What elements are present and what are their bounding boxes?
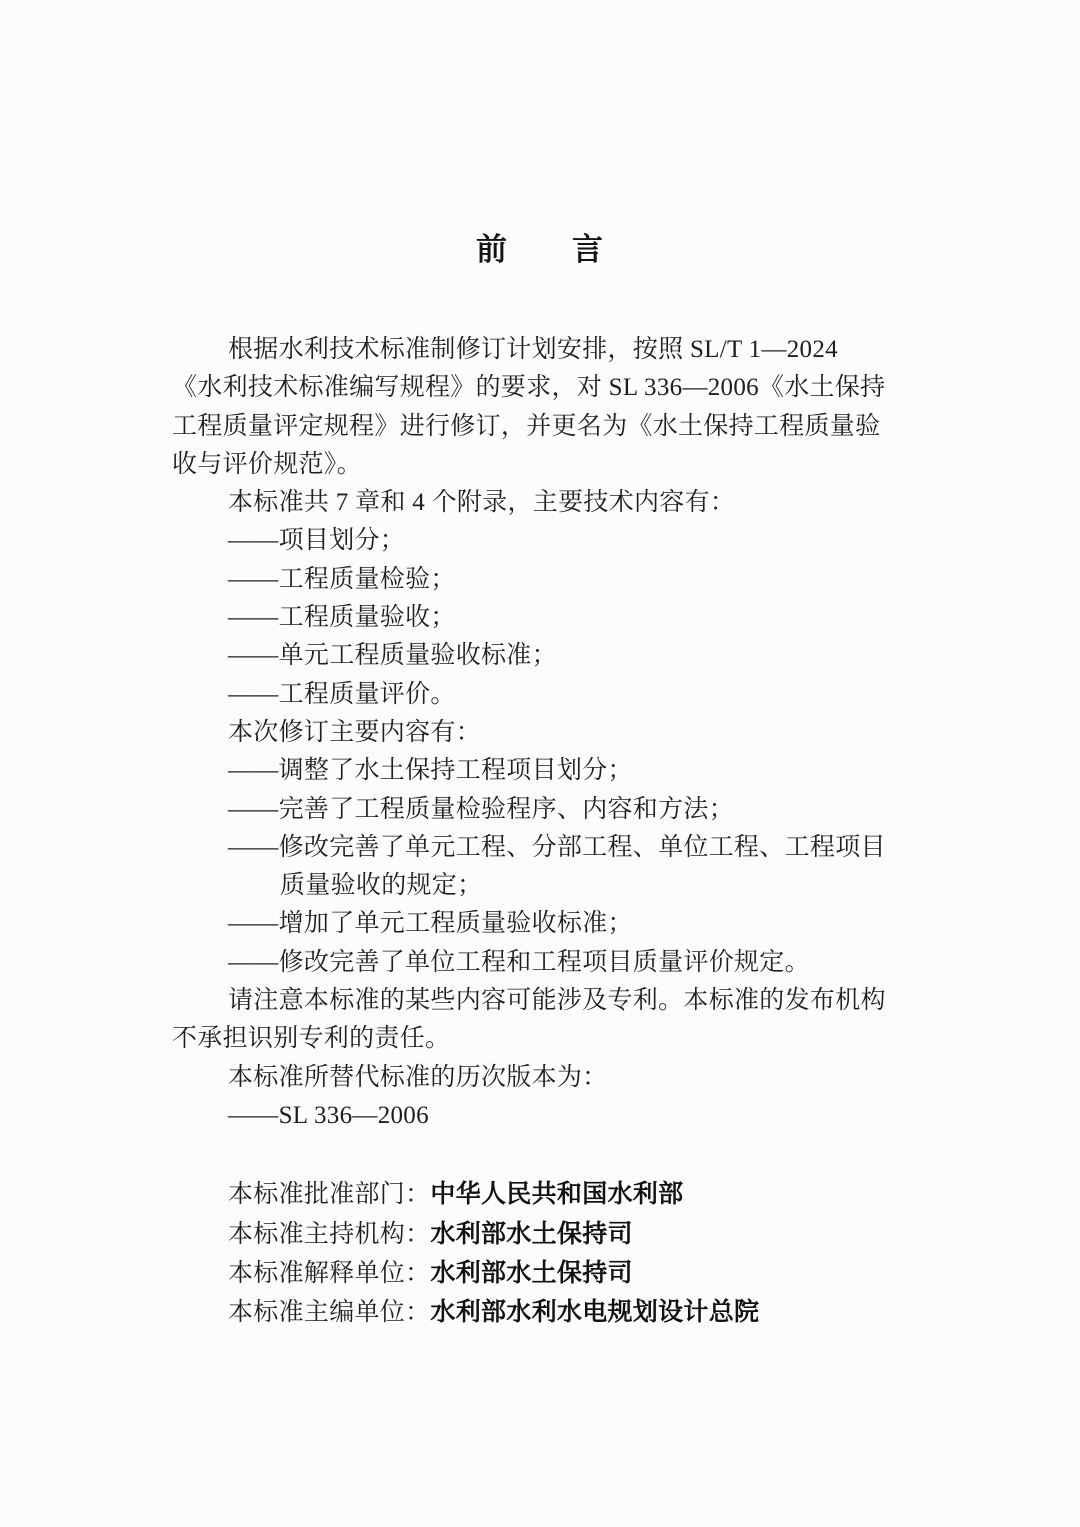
page-title: 前 言 [476, 232, 604, 267]
body-text-line: ——工程质量检验； [228, 565, 456, 593]
body-text-line: ——增加了单元工程质量验收标准； [228, 910, 633, 938]
body-text-line: ——调整了水土保持工程项目划分； [228, 757, 633, 785]
body-text-line: 不承担识别专利的责任。 [172, 1025, 451, 1053]
credit-line [172, 1175, 1080, 1214]
body-text-line: ——工程质量评价。 [228, 680, 456, 708]
credit-label: 本标准主编单位： [228, 1299, 431, 1327]
credit-value: 水利部水土保持司 [430, 1219, 633, 1248]
credit-value: 水利部水土保持司 [430, 1258, 633, 1287]
body-text-line: 根据水利技术标准制修订计划安排，按照 SL/T 1—2024 [228, 336, 838, 363]
body-text-line: ——SL 336—2006 [228, 1101, 429, 1129]
body-text-line: 《水利技术标准编写规程》的要求，对 SL 336—2006《水土保持 [172, 374, 886, 402]
body-text-line: 本标准共 7 章和 4 个附录，主要技术内容有： [228, 489, 736, 517]
credit-value: 中华人民共和国水利部 [430, 1180, 684, 1209]
body-text-line: 工程质量评定规程》进行修订，并更名为《水土保持工程质量验 [172, 412, 881, 440]
body-text-line: 收与评价规范》。 [172, 450, 362, 478]
credit-label: 本标准批准部门： [228, 1181, 431, 1209]
body-text-line: ——修改完善了单元工程、分部工程、单位工程、工程项目 [228, 833, 886, 861]
credit-line [172, 1215, 1080, 1254]
body-text-line: ——单元工程质量验收标准； [228, 642, 557, 670]
body-text-line: 本次修订主要内容有： [228, 718, 482, 746]
credit-value: 水利部水利水电规划设计总院 [430, 1298, 760, 1327]
body-text-line: 质量验收的规定； [280, 872, 483, 900]
body-text-line: ——工程质量验收； [228, 604, 456, 632]
body-text-line: ——修改完善了单位工程和工程项目质量评价规定。 [228, 948, 810, 976]
credits-block [0, 1175, 1080, 1332]
credit-line [172, 1293, 1080, 1332]
body-text-line: 请注意本标准的某些内容可能涉及专利。本标准的发布机构 [228, 987, 886, 1015]
body-text-line: ——完善了工程质量检验程序、内容和方法； [228, 795, 735, 823]
preface-body [0, 331, 1080, 1135]
credit-label: 本标准解释单位： [228, 1259, 431, 1287]
credit-label: 本标准主持机构： [228, 1220, 431, 1248]
credit-line [172, 1254, 1080, 1293]
body-text-line: 本标准所替代标准的历次版本为： [228, 1063, 608, 1091]
body-text-line: ——项目划分； [228, 527, 406, 555]
